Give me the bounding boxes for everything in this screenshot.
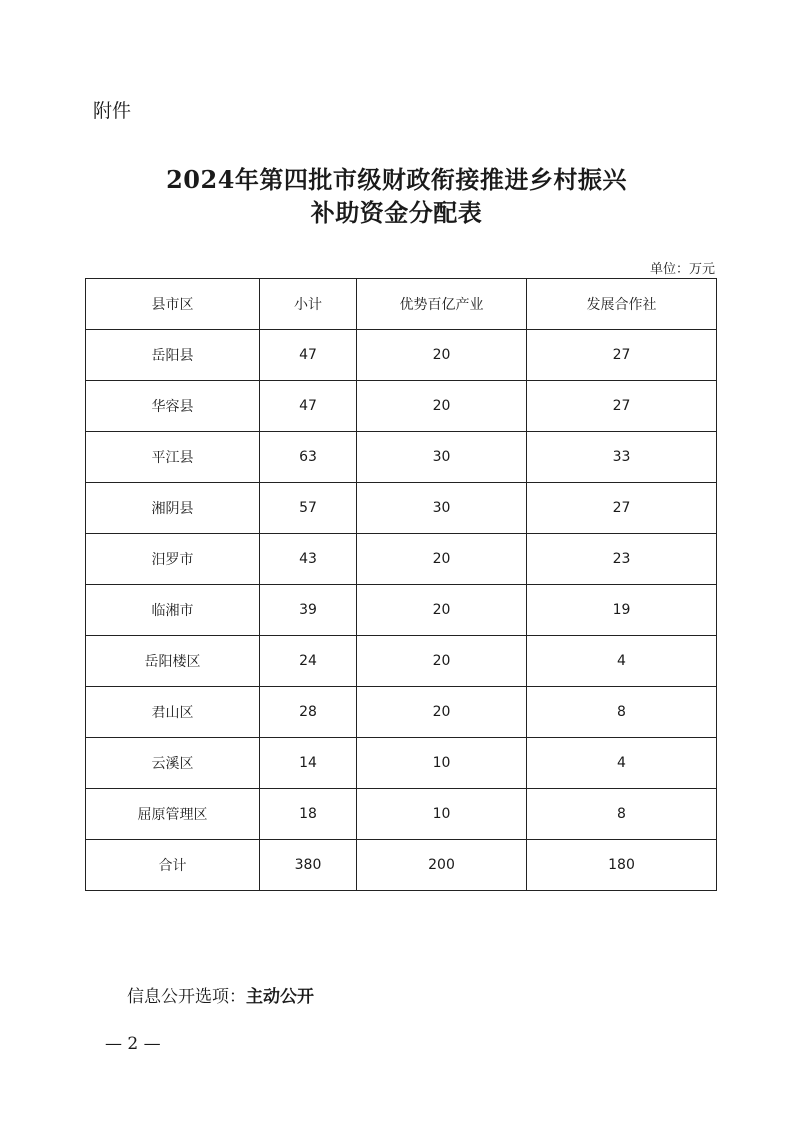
table-total-row bbox=[86, 840, 717, 891]
cell-total-cooperative: 180 bbox=[527, 840, 717, 891]
cell-subtotal: 14 bbox=[260, 738, 357, 789]
cell-industry: 30 bbox=[357, 483, 527, 534]
document-title-line1: 2024年第四批市级财政衔接推进乡村振兴 bbox=[166, 165, 627, 194]
cell-county: 岳阳楼区 bbox=[86, 636, 260, 687]
cell-county: 湘阴县 bbox=[86, 483, 260, 534]
table-row bbox=[86, 789, 717, 840]
cell-industry: 20 bbox=[357, 330, 527, 381]
cell-subtotal: 39 bbox=[260, 585, 357, 636]
page-number: — 2 — bbox=[105, 1034, 161, 1054]
cell-cooperative: 27 bbox=[527, 330, 717, 381]
table-row bbox=[86, 381, 717, 432]
table-row bbox=[86, 330, 717, 381]
document-title-line2: 补助资金分配表 bbox=[310, 198, 483, 227]
cell-cooperative: 19 bbox=[527, 585, 717, 636]
table-row bbox=[86, 636, 717, 687]
cell-county: 临湘市 bbox=[86, 585, 260, 636]
cell-subtotal: 28 bbox=[260, 687, 357, 738]
table-row bbox=[86, 483, 717, 534]
cell-county: 岳阳县 bbox=[86, 330, 260, 381]
cell-total-label: 合计 bbox=[86, 840, 260, 891]
cell-subtotal: 63 bbox=[260, 432, 357, 483]
disclosure-label: 信息公开选项： bbox=[127, 987, 246, 1007]
table-row bbox=[86, 432, 717, 483]
cell-cooperative: 4 bbox=[527, 636, 717, 687]
allocation-table bbox=[85, 278, 717, 891]
header-county: 县市区 bbox=[86, 279, 260, 330]
table-row bbox=[86, 687, 717, 738]
cell-industry: 10 bbox=[357, 738, 527, 789]
cell-subtotal: 57 bbox=[260, 483, 357, 534]
cell-industry: 20 bbox=[357, 381, 527, 432]
unit-label: 单位：万元 bbox=[649, 262, 715, 277]
header-industry: 优势百亿产业 bbox=[357, 279, 527, 330]
cell-county: 华容县 bbox=[86, 381, 260, 432]
cell-cooperative: 8 bbox=[527, 789, 717, 840]
cell-cooperative: 23 bbox=[527, 534, 717, 585]
cell-county: 屈原管理区 bbox=[86, 789, 260, 840]
cell-county: 君山区 bbox=[86, 687, 260, 738]
cell-subtotal: 47 bbox=[260, 330, 357, 381]
cell-industry: 20 bbox=[357, 687, 527, 738]
cell-cooperative: 8 bbox=[527, 687, 717, 738]
cell-subtotal: 47 bbox=[260, 381, 357, 432]
cell-subtotal: 18 bbox=[260, 789, 357, 840]
cell-county: 平江县 bbox=[86, 432, 260, 483]
cell-cooperative: 4 bbox=[527, 738, 717, 789]
table-row bbox=[86, 585, 717, 636]
disclosure-option bbox=[127, 982, 314, 1007]
cell-county: 汨罗市 bbox=[86, 534, 260, 585]
cell-subtotal: 24 bbox=[260, 636, 357, 687]
table-row bbox=[86, 738, 717, 789]
cell-industry: 20 bbox=[357, 585, 527, 636]
cell-cooperative: 27 bbox=[527, 381, 717, 432]
cell-total-subtotal: 380 bbox=[260, 840, 357, 891]
cell-subtotal: 43 bbox=[260, 534, 357, 585]
cell-industry: 10 bbox=[357, 789, 527, 840]
cell-industry: 20 bbox=[357, 534, 527, 585]
disclosure-value: 主动公开 bbox=[246, 987, 314, 1007]
cell-county: 云溪区 bbox=[86, 738, 260, 789]
cell-cooperative: 27 bbox=[527, 483, 717, 534]
header-subtotal: 小计 bbox=[260, 279, 357, 330]
cell-industry: 30 bbox=[357, 432, 527, 483]
table-row bbox=[86, 534, 717, 585]
cell-industry: 20 bbox=[357, 636, 527, 687]
header-cooperative: 发展合作社 bbox=[527, 279, 717, 330]
attachment-label: 附件 bbox=[93, 100, 132, 122]
cell-total-industry: 200 bbox=[357, 840, 527, 891]
table-header-row bbox=[86, 279, 717, 330]
cell-cooperative: 33 bbox=[527, 432, 717, 483]
